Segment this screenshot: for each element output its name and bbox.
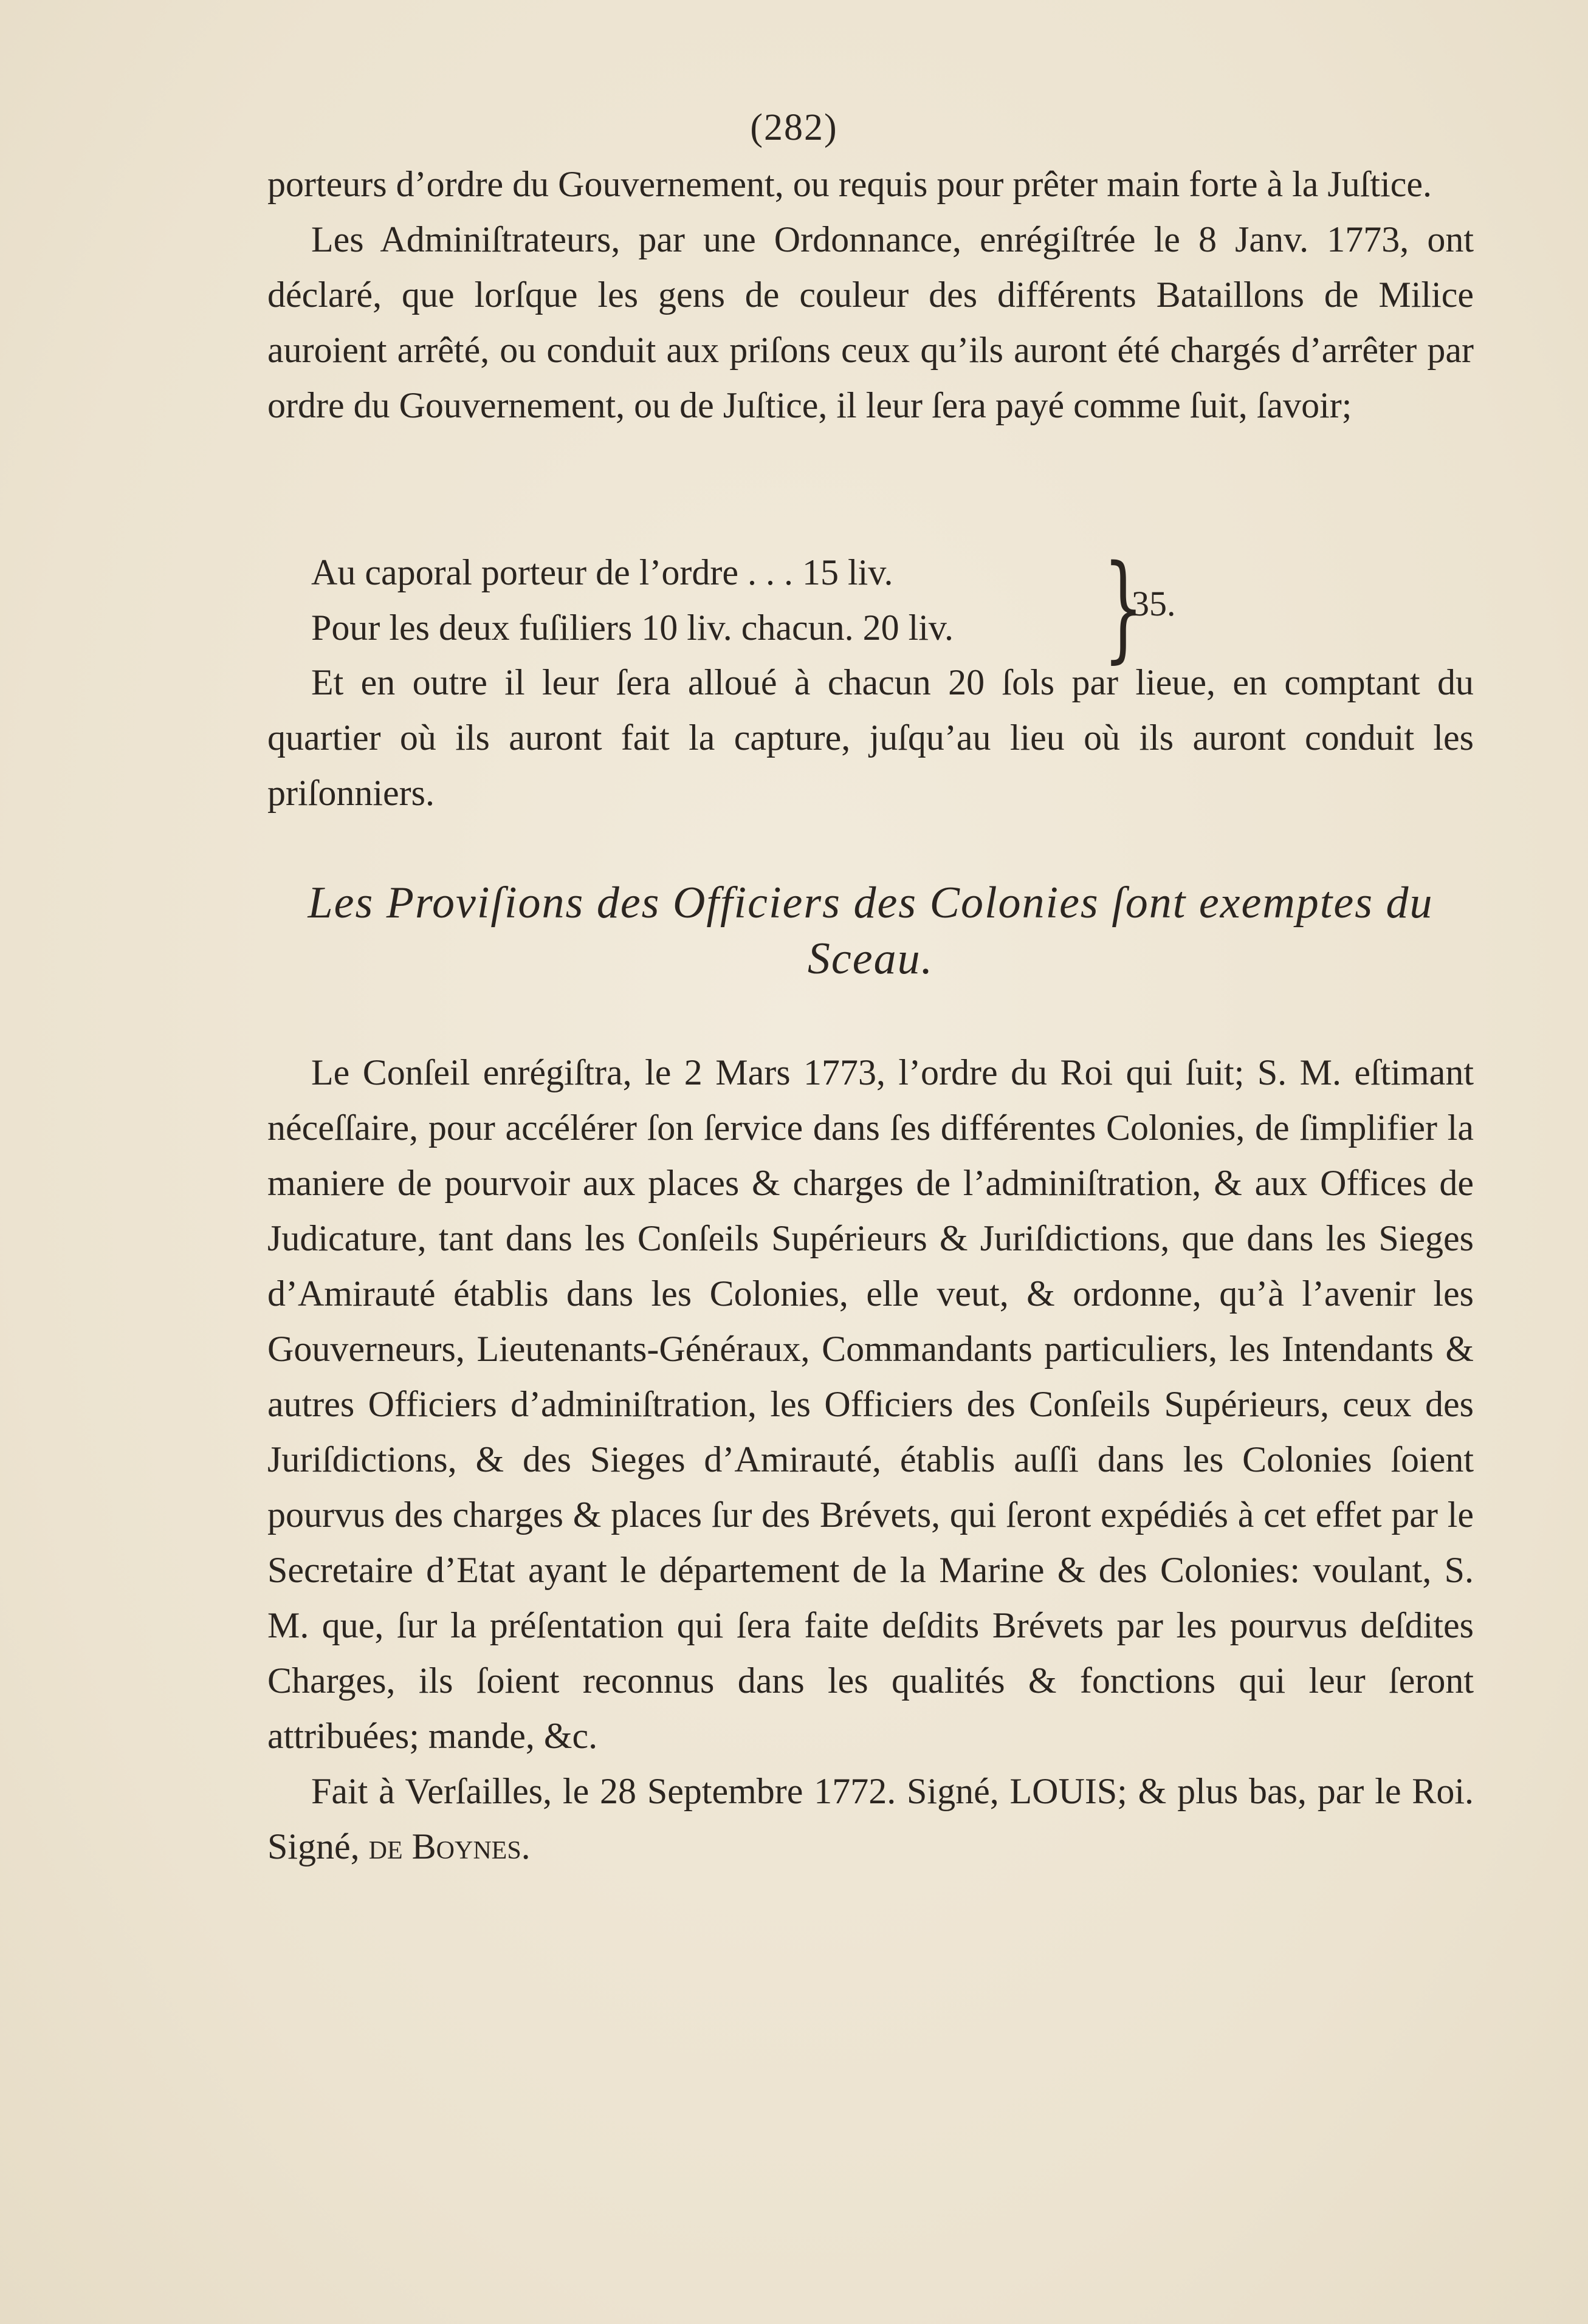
text-block-bottom [267, 1045, 1474, 1874]
text-block-middle [267, 655, 1474, 821]
allocation-total: 35. [1132, 584, 1176, 623]
section-heading: Les Proviſions des Officiers des Colonies ſont exemptes du Sceau. [308, 878, 1434, 984]
paragraph-ordre-du-roi: Le Conſeil enrégiſtra, le 2 Mars 1773, l’ordre du Roi qui ſuit; S. M. eſtimant néceſſaire, pour accélérer ſon ſervice dans ſes différentes Colonies, de ſimplifier la maniere de pourvoir aux places & charges de l’adminiſtration, & aux Offices de Judicature, tant dans les Conſeils Supérieurs & Juriſdictions, que dans les Sieges d’Amirauté établis dans les Colonies, elle veut, & ordonne, qu’à l’avenir les Gouverneurs, Lieutenants-Généraux, Commandants particuliers, les Intendants & autres Officiers d’adminiſtration, les Officiers des Conſeils Supérieurs, ceux des Juriſdictions, & des Sieges d’Amirauté, établis auſſi dans les Colonies ſoient pourvus des charges & places ſur des Brévets, qui ſeront expédiés à cet effet par le Secretaire d’Etat ayant le département de la Marine & des Colonies: voulant, S. M. que, ſur la préſentation qui ſera faite deſdits Brévets par les pourvus deſdites Charges, ils ſoient reconnus dans les qualités & fonctions qui leur ſeront attribuées; mande, &c. [267, 1052, 1474, 1756]
signatory-name: de Boynes. [368, 1826, 531, 1866]
page-number: (282) [750, 107, 838, 148]
paragraph-sols-par-lieue: Et en outre il leur ſera alloué à chacun 20 ſols par lieue, en comptant du quartier où ils auront fait la capture, juſqu’au lieu où ils auront conduit les priſonniers. [267, 662, 1474, 813]
brace-glyph: } [1103, 540, 1144, 674]
paragraph-continuation: porteurs d’ordre du Gouvernement, ou requis pour prêter main forte à la Juſtice. [267, 164, 1432, 204]
allocation-line-fusiliers: Pour les deux fuſiliers 10 liv. chacun. 20 liv. [311, 608, 954, 648]
signature-line: Fait à Verſailles, le 28 Septembre 1772. Signé, LOUIS; & plus bas, par le Roi. Signé, [267, 1771, 1474, 1866]
paragraph-signature [267, 1764, 1474, 1874]
paragraph-ordonnance: Les Adminiſtrateurs, par une Ordonnance, enrégiſtrée le 8 Janv. 1773, ont déclaré, que lorſque les gens de couleur des différents Bataillons de Milice auroient arrêté, ou conduit aux priſons ceux qu’ils auront été chargés d’arrêter par ordre du Gouvernement, ou de Juſtice, il leur ſera payé comme ſuit, ſavoir; [267, 219, 1474, 425]
allocation-table [267, 545, 1474, 656]
allocation-line-caporal: Au caporal porteur de l’ordre . . . 15 liv. [311, 552, 893, 592]
text-block-top [267, 157, 1474, 433]
